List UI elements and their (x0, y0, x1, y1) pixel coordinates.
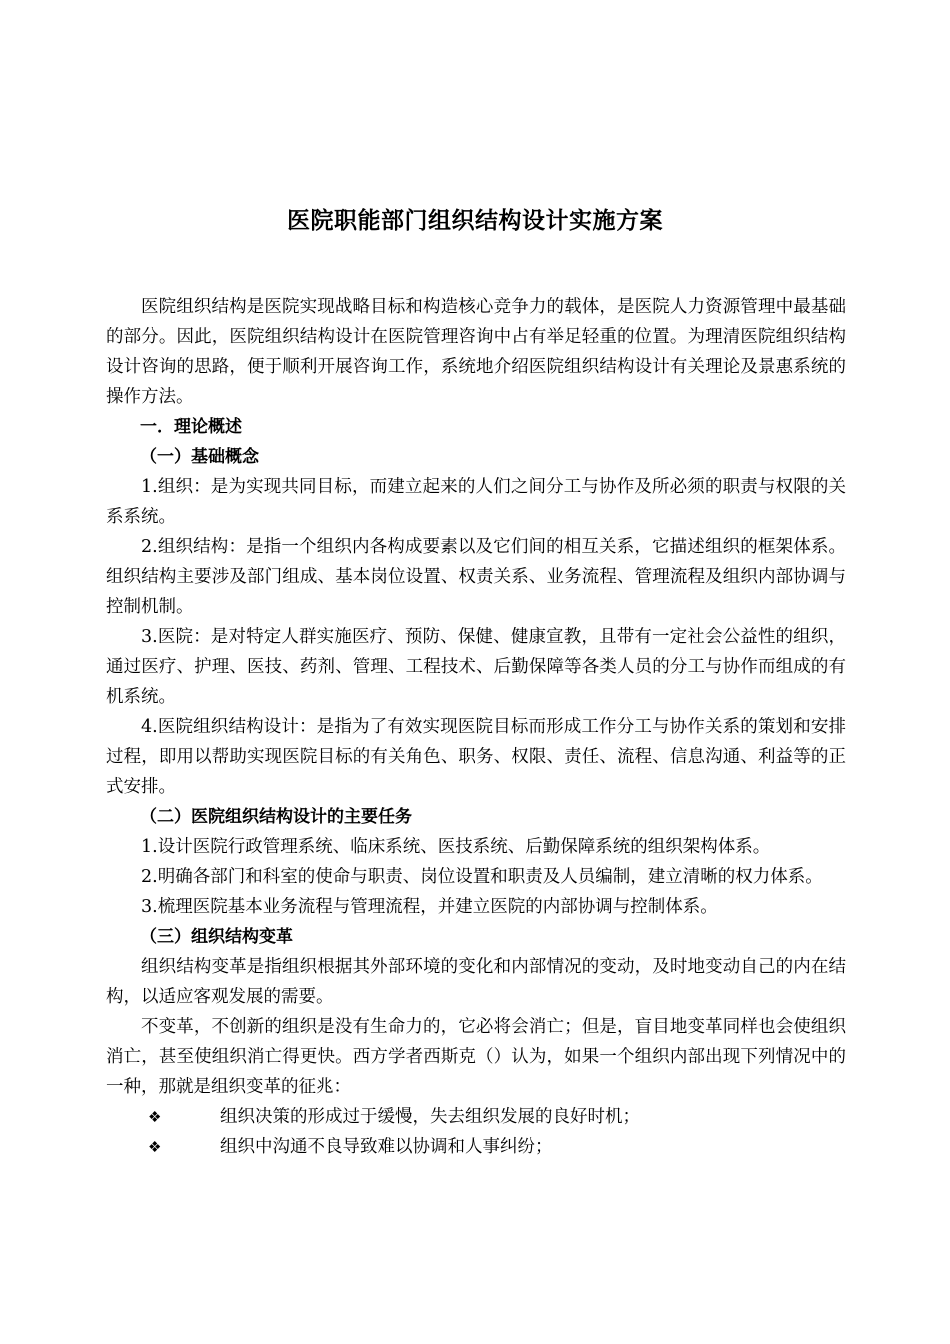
definition-organization: 1.组织：是为实现共同目标，而建立起来的人们之间分工与协作及所必须的职责与权限的关系系统。 (106, 477, 846, 527)
list-item (106, 1102, 846, 1132)
task-item-1: 1.设计医院行政管理系统、临床系统、医技系统、后勤保障系统的组织架构体系。 (141, 837, 771, 857)
subsection-heading-structure-change: （三）组织结构变革 (140, 927, 293, 947)
diamond-bullet-icon: ❖ (148, 1108, 162, 1126)
definition-hospital: 3.医院：是对特定人群实施医疗、预防、保健、健康宣教，且带有一定社会公益性的组织，通过医疗、护理、医技、药剂、管理、工程技术、后勤保障等各类人员的分工与协作而组成的有机系统。 (106, 627, 846, 707)
definition-org-structure: 2.组织结构：是指一个组织内各构成要素以及它们间的相互关系，它描述组织的框架体系。组织结构主要涉及部门组成、基本岗位设置、权责关系、业务流程、管理流程及组织内部协调与控制机制。 (106, 537, 846, 617)
definition-hospital-org-design: 4.医院组织结构设计：是指为了有效实现医院目标而形成工作分工与协作关系的策划和安排过程，即用以帮助实现医院目标的有关角色、职务、权限、责任、流程、信息沟通、利益等的正式安排。 (106, 717, 846, 797)
task-item-2: 2.明确各部门和科室的使命与职责、岗位设置和职责及人员编制，建立清晰的权力体系。 (141, 867, 823, 887)
list-item-text: 组织中沟通不良导致难以协调和人事纠纷； (220, 1137, 553, 1157)
diamond-bullet-icon: ❖ (148, 1138, 162, 1156)
section-heading-1: 一．理论概述 (140, 417, 242, 437)
page-title: 医院职能部门组织结构设计实施方案 (287, 208, 663, 234)
list-item-text: 组织决策的形成过于缓慢，失去组织发展的良好时机； (220, 1107, 640, 1127)
document-body (106, 292, 846, 1162)
change-definition-paragraph: 组织结构变革是指组织根据其外部环境的变化和内部情况的变动，及时地变动自己的内在结构，以适应客观发展的需要。 (106, 957, 846, 1007)
subsection-heading-main-tasks: （二）医院组织结构设计的主要任务 (140, 807, 412, 827)
list-item (106, 1132, 846, 1162)
change-signs-paragraph: 不变革，不创新的组织是没有生命力的，它必将会消亡；但是，盲目地变革同样也会使组织消亡，甚至使组织消亡得更快。西方学者西斯克（）认为，如果一个组织内部出现下列情况中的一种，那就是组织变革的征兆： (106, 1017, 846, 1097)
subsection-heading-basic-concepts: （一）基础概念 (140, 447, 259, 467)
task-item-3: 3.梳理医院基本业务流程与管理流程，并建立医院的内部协调与控制体系。 (141, 897, 718, 917)
intro-paragraph: 医院组织结构是医院实现战略目标和构造核心竞争力的载体，是医院人力资源管理中最基础的部分。因此，医院组织结构设计在医院管理咨询中占有举足轻重的位置。为理清医院组织结构设计咨询的思路，便于顺利开展咨询工作，系统地介绍医院组织结构设计有关理论及景惠系统的操作方法。 (106, 297, 846, 407)
